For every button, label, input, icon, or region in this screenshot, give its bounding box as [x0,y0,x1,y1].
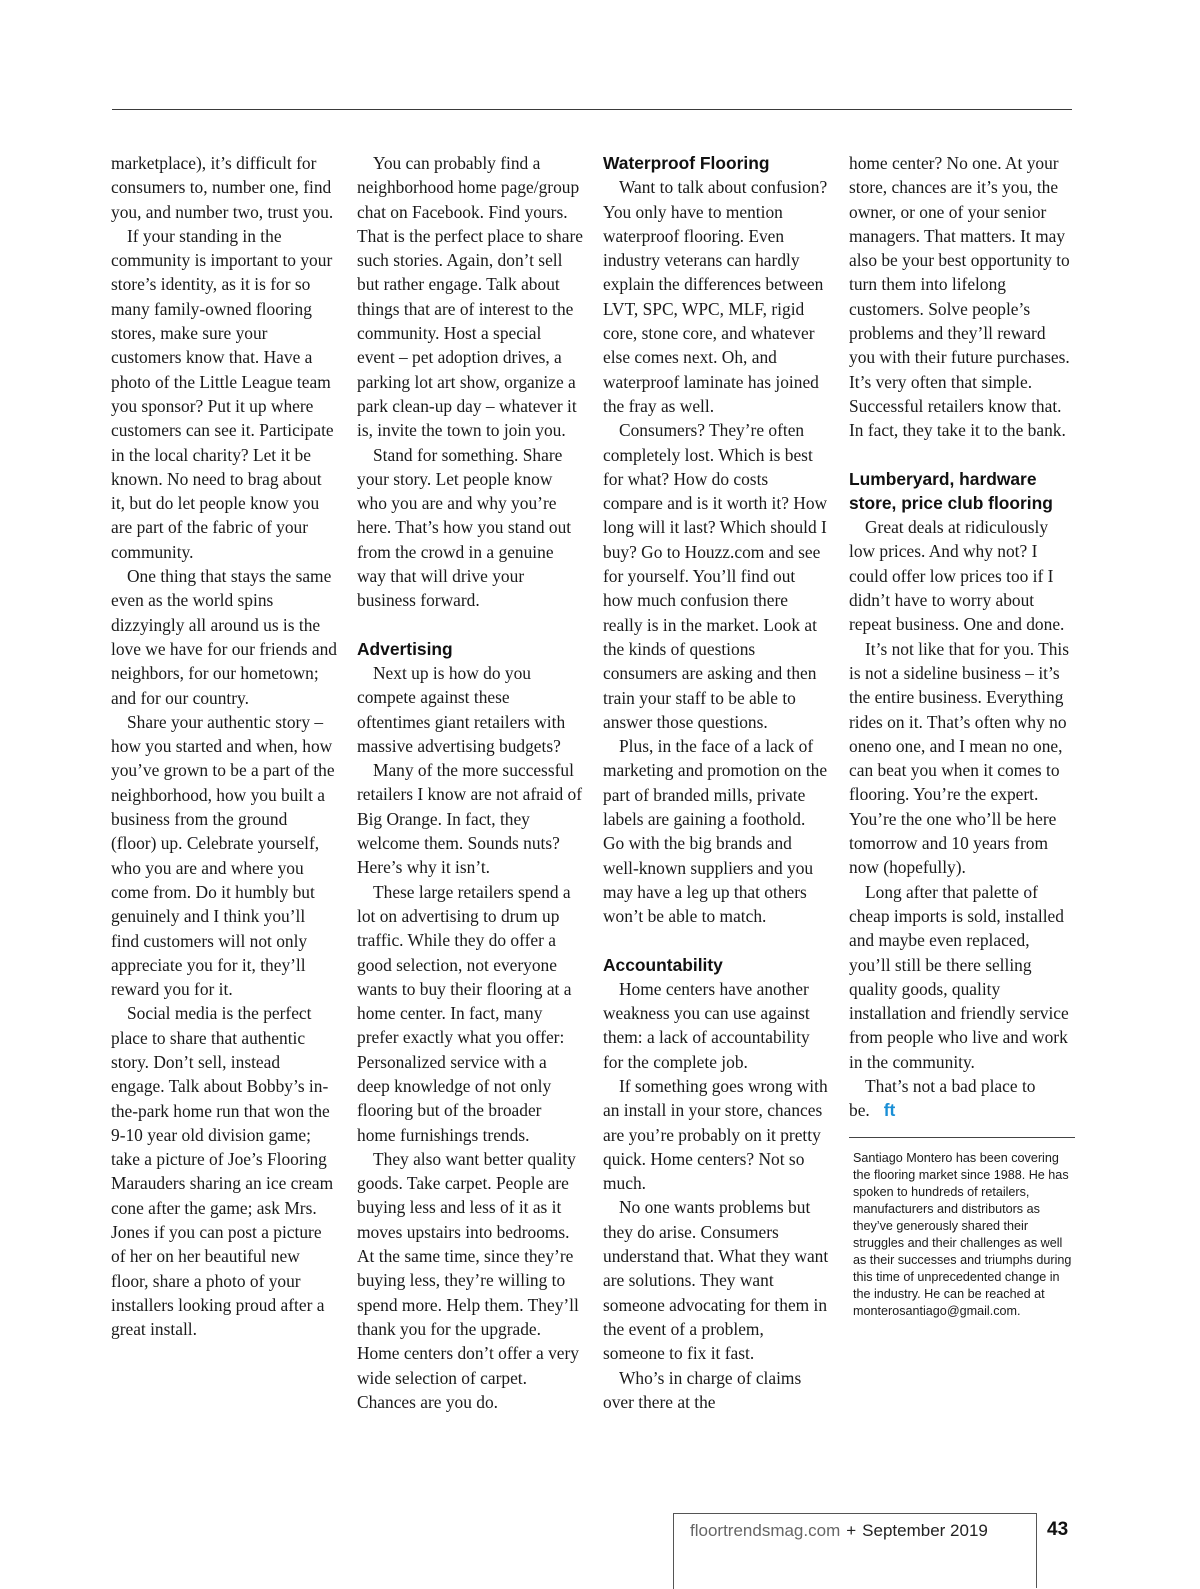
paragraph: Next up is how do you compete against these oftentimes giant retailers with massive advertising budgets? [357,662,566,756]
footer-date: September 2019 [862,1521,988,1540]
heading-accountability: Accountability [603,954,723,975]
paragraph: No one wants problems but they do arise. Consumers understand that. What they want are solutions. They want someone advocating for them in the event of a problem, someone to fix it fast. [603,1197,829,1364]
paragraph: Want to talk about confusion? You only have to mention waterproof flooring. Even industry veterans can hardly explain the differences between LVT, SPC, WPC, MLF, rigid core, stone core, and whatever else comes next. Oh, and waterproof laminate has joined the fray as well. [603,177,828,416]
footer-site: floortrendsmag.com [690,1521,841,1540]
footer [690,1521,988,1541]
author-bio: Santiago Montero has been covering the flooring market since 1988. He has spoken to hundreds of retailers, manufacturers and distributors as they’ve generously shared their struggles and their challenges as well as their successes and triumphs during this time of unprecedented change in the industry. He can be reached at monterosantiago@gmail.com. [853,1150,1072,1319]
heading-advertising: Advertising [357,638,453,659]
page-number: 43 [1047,1519,1069,1540]
closing-text: That’s not a bad place to be. [849,1075,1036,1121]
paragraph: marketplace), it’s difficult for consumers to, number one, find you, and number two, trust you. [111,153,334,222]
column-2 [357,151,583,1414]
paragraph: Share your authentic story – how you started and when, how you’ve grown to be a part of the neighborhood, how you built a business from the ground (floor) up. Celebrate yourself, who you are and where you come from. Do it humbly but genuinely and I think you’ll find customers will not only appreciate you for it, they’ll reward you for it. [111,711,335,1000]
paragraph: Social media is the perfect place to share that authentic story. Don’t sell, instead engage. Talk about Bobby’s in-the-park home run that won the 9-10 year old division game; take a picture of Joe’s Flooring Marauders sharing an ice cream cone after the game; ask Mrs. Jones if you can post a picture of her on her beautiful new floor, share a photo of your installers looking proud after a great install. [111,1003,334,1340]
paragraph: You can probably find a neighborhood home page/group chat on Facebook. Find yours. That is the perfect place to share such stories. Again, don’t sell but rather engage. Talk about things that are of interest to the community. Host a special event – pet adoption drives, a parking lot art show, organize a park clean-up day – whatever it is, invite the town to join you. [357,153,583,441]
column-4 [849,151,1075,1321]
paragraph: It’s not like that for you. This is not a sideline business – it’s the entire business. Everything rides on it. That’s often why no oneno one, and I mean no one, can beat you when it comes to flooring. You’re the expert. You’re the one who’ll be here tomorrow and 10 years from now (hopefully). [849,638,1069,878]
column-3 [603,151,829,1414]
paragraph: Consumers? They’re often completely lost. Which is best for what? How do costs compare and is it worth it? How long will it last? Which should I buy? Go to Houzz.com and see for yourself. You’ll find out how much confusion there really is in the market. Look at the kinds of questions consumers are asking and then train your staff to be able to answer those questions. [603,420,828,732]
closing-paragraph [849,1074,1075,1123]
paragraph: If something goes wrong with an install in your store, chances are you’re probably on it pretty quick. Home centers? Not so much. [603,1075,828,1194]
heading-waterproof-flooring: Waterproof Flooring [603,153,770,173]
paragraph: Stand for something. Share your story. Let people know who you are and why you’re here. That’s how you stand out from the crowd in a genuine way that will drive your business forward. [357,444,572,611]
paragraph: Great deals at ridiculously low prices. And why not? I could offer low prices too if I didn’t have to worry about repeat business. One and done. [849,517,1065,635]
top-rule [112,109,1072,110]
footer-separator: + [846,1521,857,1540]
paragraph: Many of the more successful retailers I know are not afraid of Big Orange. In fact, they welcome them. Sounds nuts? Here’s why it isn’t. [357,760,583,878]
paragraph: home center? No one. At your store, chances are it’s you, the owner, or one of your senior managers. That matters. It may also be your best opportunity to turn them into lifelong customers. Solve people’s problems and they’ll reward you with their future purchases. It’s very often that simple. Successful retailers know that. In fact, they take it to the bank. [849,153,1070,441]
paragraph: Home centers have another weakness you can use against them: a lack of accountability for the complete job. [603,978,810,1072]
paragraph: One thing that stays the same even as the world spins dizzyingly all around us is the love we have for our friends and neighbors, for our hometown; and for our country. [111,566,337,708]
footer-divider [1036,1513,1037,1588]
paragraph: They also want better quality goods. Take carpet. People are buying less and less of it as it moves upstairs into bedrooms. At the same time, since they’re buying less, they’re willing to spend more. Help them. They’ll thank you for the upgrade. Home centers don’t offer a very wide selection of carpet. Chances are you do. [357,1148,579,1412]
column-1 [111,151,337,1342]
paragraph: If your standing in the community is important to your store’s identity, as it is for so many family-owned flooring stores, make sure your customers know that. Have a photo of the Little League team you sponsor? Put it up where customers can see it. Participate in the local charity? Let it be known. No need to brag about it, but do let people know you are part of the fabric of your community. [111,225,334,562]
paragraph: Plus, in the face of a lack of marketing and promotion on the part of branded mills, private labels are gaining a foothold. Go with the big brands and well-known suppliers and you may have a leg up that others won’t be able to match. [603,736,828,927]
paragraph: These large retailers spend a lot on advertising to drum up traffic. While they do offer a good selection, not everyone wants to buy their flooring at a home center. In fact, many prefer exactly what you offer: Personalized service with a deep knowledge of not only flooring but of the broader home furnishings trends. [357,881,572,1145]
end-mark: ft [883,1100,896,1121]
paragraph: Who’s in charge of claims over there at the [603,1367,802,1412]
heading-lumberyard: Lumberyard, hardware store, price club flooring [849,468,1053,513]
bio-divider [849,1137,1075,1138]
paragraph: Long after that palette of cheap imports is sold, installed and maybe even replaced, you’ll still be there selling quality goods, quality installation and friendly service from people who live and work in the community. [849,881,1069,1072]
